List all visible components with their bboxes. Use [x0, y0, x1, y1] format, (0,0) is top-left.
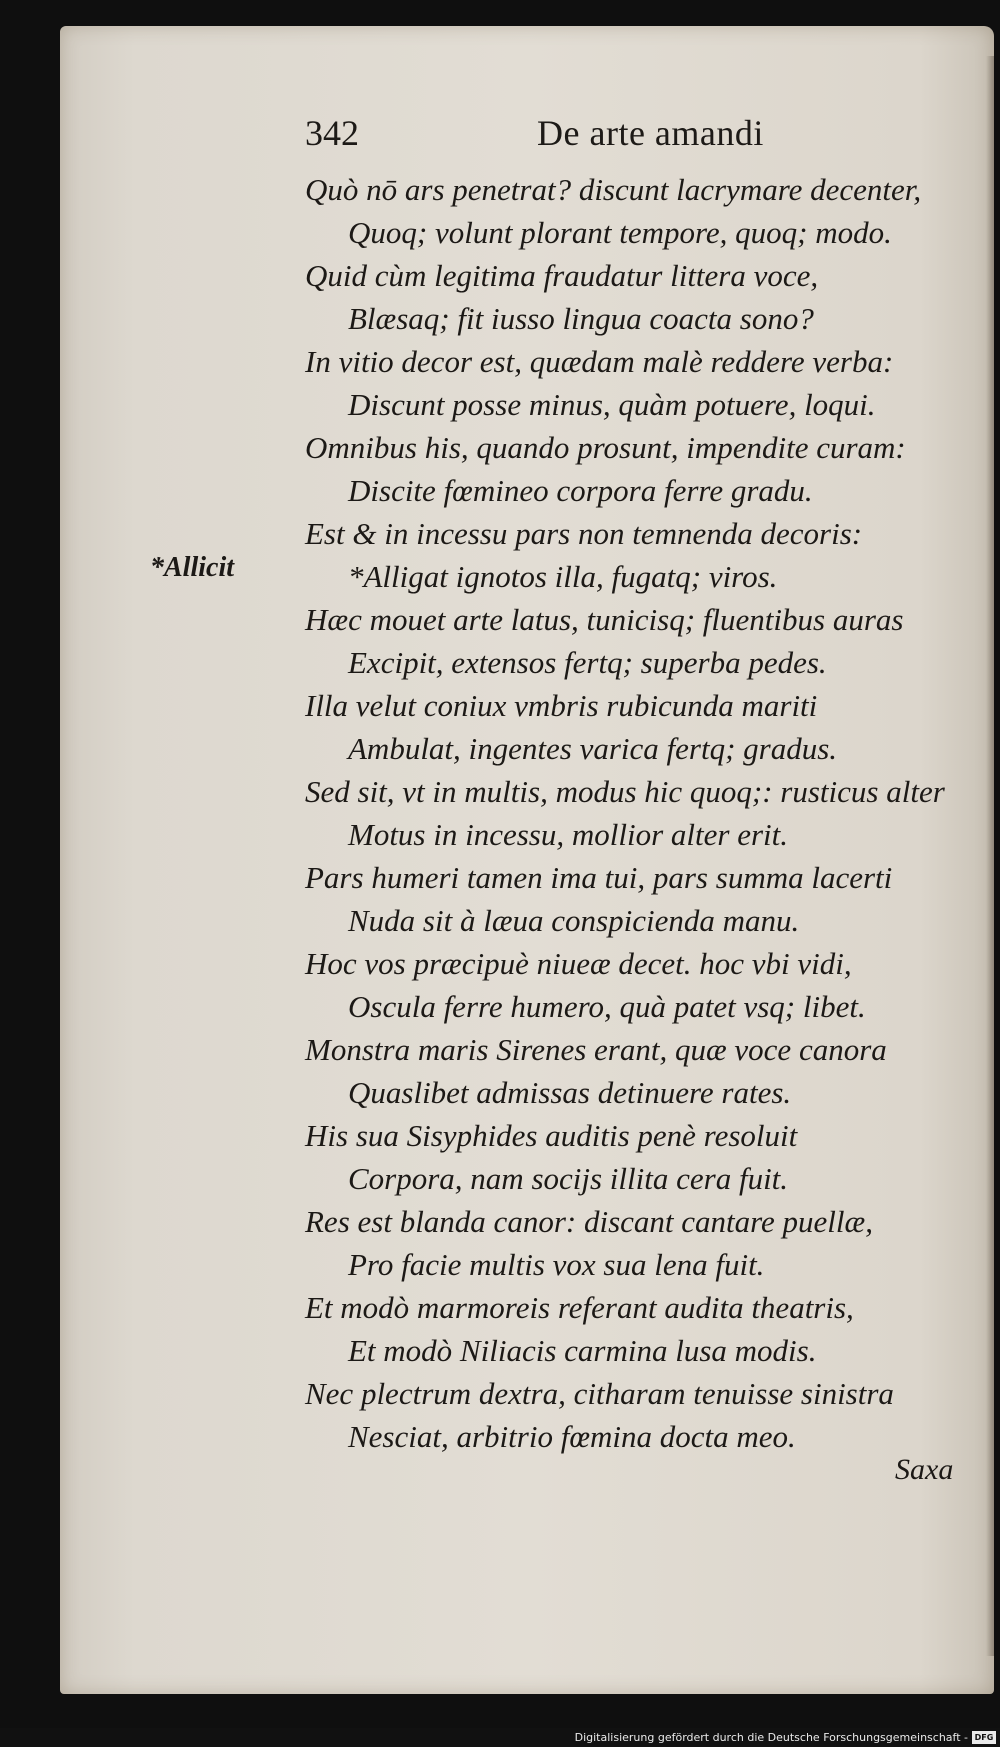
verse-line: His sua Sisyphides auditis penè resoluit	[305, 1118, 798, 1153]
verse-line: Nec plectrum dextra, citharam tenuisse sinistra	[305, 1376, 894, 1411]
verse-line: Quò nō ars penetrat? discunt lacrymare decenter,	[305, 172, 922, 207]
verse-line: Nesciat, arbitrio fœmina docta meo.	[348, 1419, 796, 1454]
marginal-note: *Allicit	[150, 552, 234, 583]
verse-line: Quoq; volunt plorant tempore, quoq; modo.	[348, 215, 892, 250]
page-header	[305, 112, 785, 158]
verse-line: Et modò marmoreis referant audita theatris,	[305, 1290, 854, 1325]
verse-line: Quaslibet admissas detinuere rates.	[348, 1075, 792, 1110]
verse-line: In vitio decor est, quædam malè reddere verba:	[305, 344, 894, 379]
verse-line: Oscula ferre humero, quà patet vsq; libet.	[348, 989, 866, 1024]
footer-credit: Digitalisierung gefördert durch die Deutsche Forschungsgemeinschaft -	[574, 1731, 968, 1744]
verse-line: Discite fœmineo corpora ferre gradu.	[348, 473, 813, 508]
verse-line: Excipit, extensos fertq; superba pedes.	[348, 645, 827, 680]
verse-line: Nuda sit à læua conspicienda manu.	[348, 903, 800, 938]
verse-line: Corpora, nam socijs illita cera fuit.	[348, 1161, 789, 1196]
verse-line: Motus in incessu, mollior alter erit.	[348, 817, 789, 852]
verse-line: Monstra maris Sirenes erant, quæ voce canora	[305, 1032, 887, 1067]
verse-text-block	[305, 168, 975, 1458]
verse-line: Pro facie multis vox sua lena fuit.	[348, 1247, 765, 1282]
verse-line: Et modò Niliacis carmina lusa modis.	[348, 1333, 817, 1368]
verse-line: Pars humeri tamen ima tui, pars summa lacerti	[305, 860, 893, 895]
verse-line: Est & in incessu pars non temnenda decoris:	[305, 516, 863, 551]
verse-line: Hæc mouet arte latus, tunicisq; fluentibus auras	[305, 602, 904, 637]
verse-line: Quid cùm legitima fraudatur littera voce,	[305, 258, 819, 293]
verse-line: Hoc vos præcipuè niueæ decet. hoc vbi vidi,	[305, 946, 852, 981]
verse-line: Omnibus his, quando prosunt, impendite curam:	[305, 430, 906, 465]
dfg-logo: DFG	[972, 1731, 996, 1744]
page-number: 342	[305, 113, 359, 153]
verse-line: Blæsaq; fit iusso lingua coacta sono?	[348, 301, 814, 336]
verse-line: *Alligat ignotos illa, fugatq; viros.	[348, 559, 778, 594]
verse-line: Ambulat, ingentes varica fertq; gradus.	[348, 731, 838, 766]
verse-line: Res est blanda canor: discant cantare puellæ,	[305, 1204, 873, 1239]
catchword: Saxa	[895, 1453, 954, 1486]
running-title: De arte amandi	[537, 113, 764, 153]
verse-line: Discunt posse minus, quàm potuere, loqui.	[348, 387, 876, 422]
page-edge-shadow	[986, 56, 994, 1656]
verse-line: Sed sit, vt in multis, modus hic quoq;: rusticus alter	[305, 774, 945, 809]
verse-line: Illa velut coniux vmbris rubicunda mariti	[305, 688, 818, 723]
